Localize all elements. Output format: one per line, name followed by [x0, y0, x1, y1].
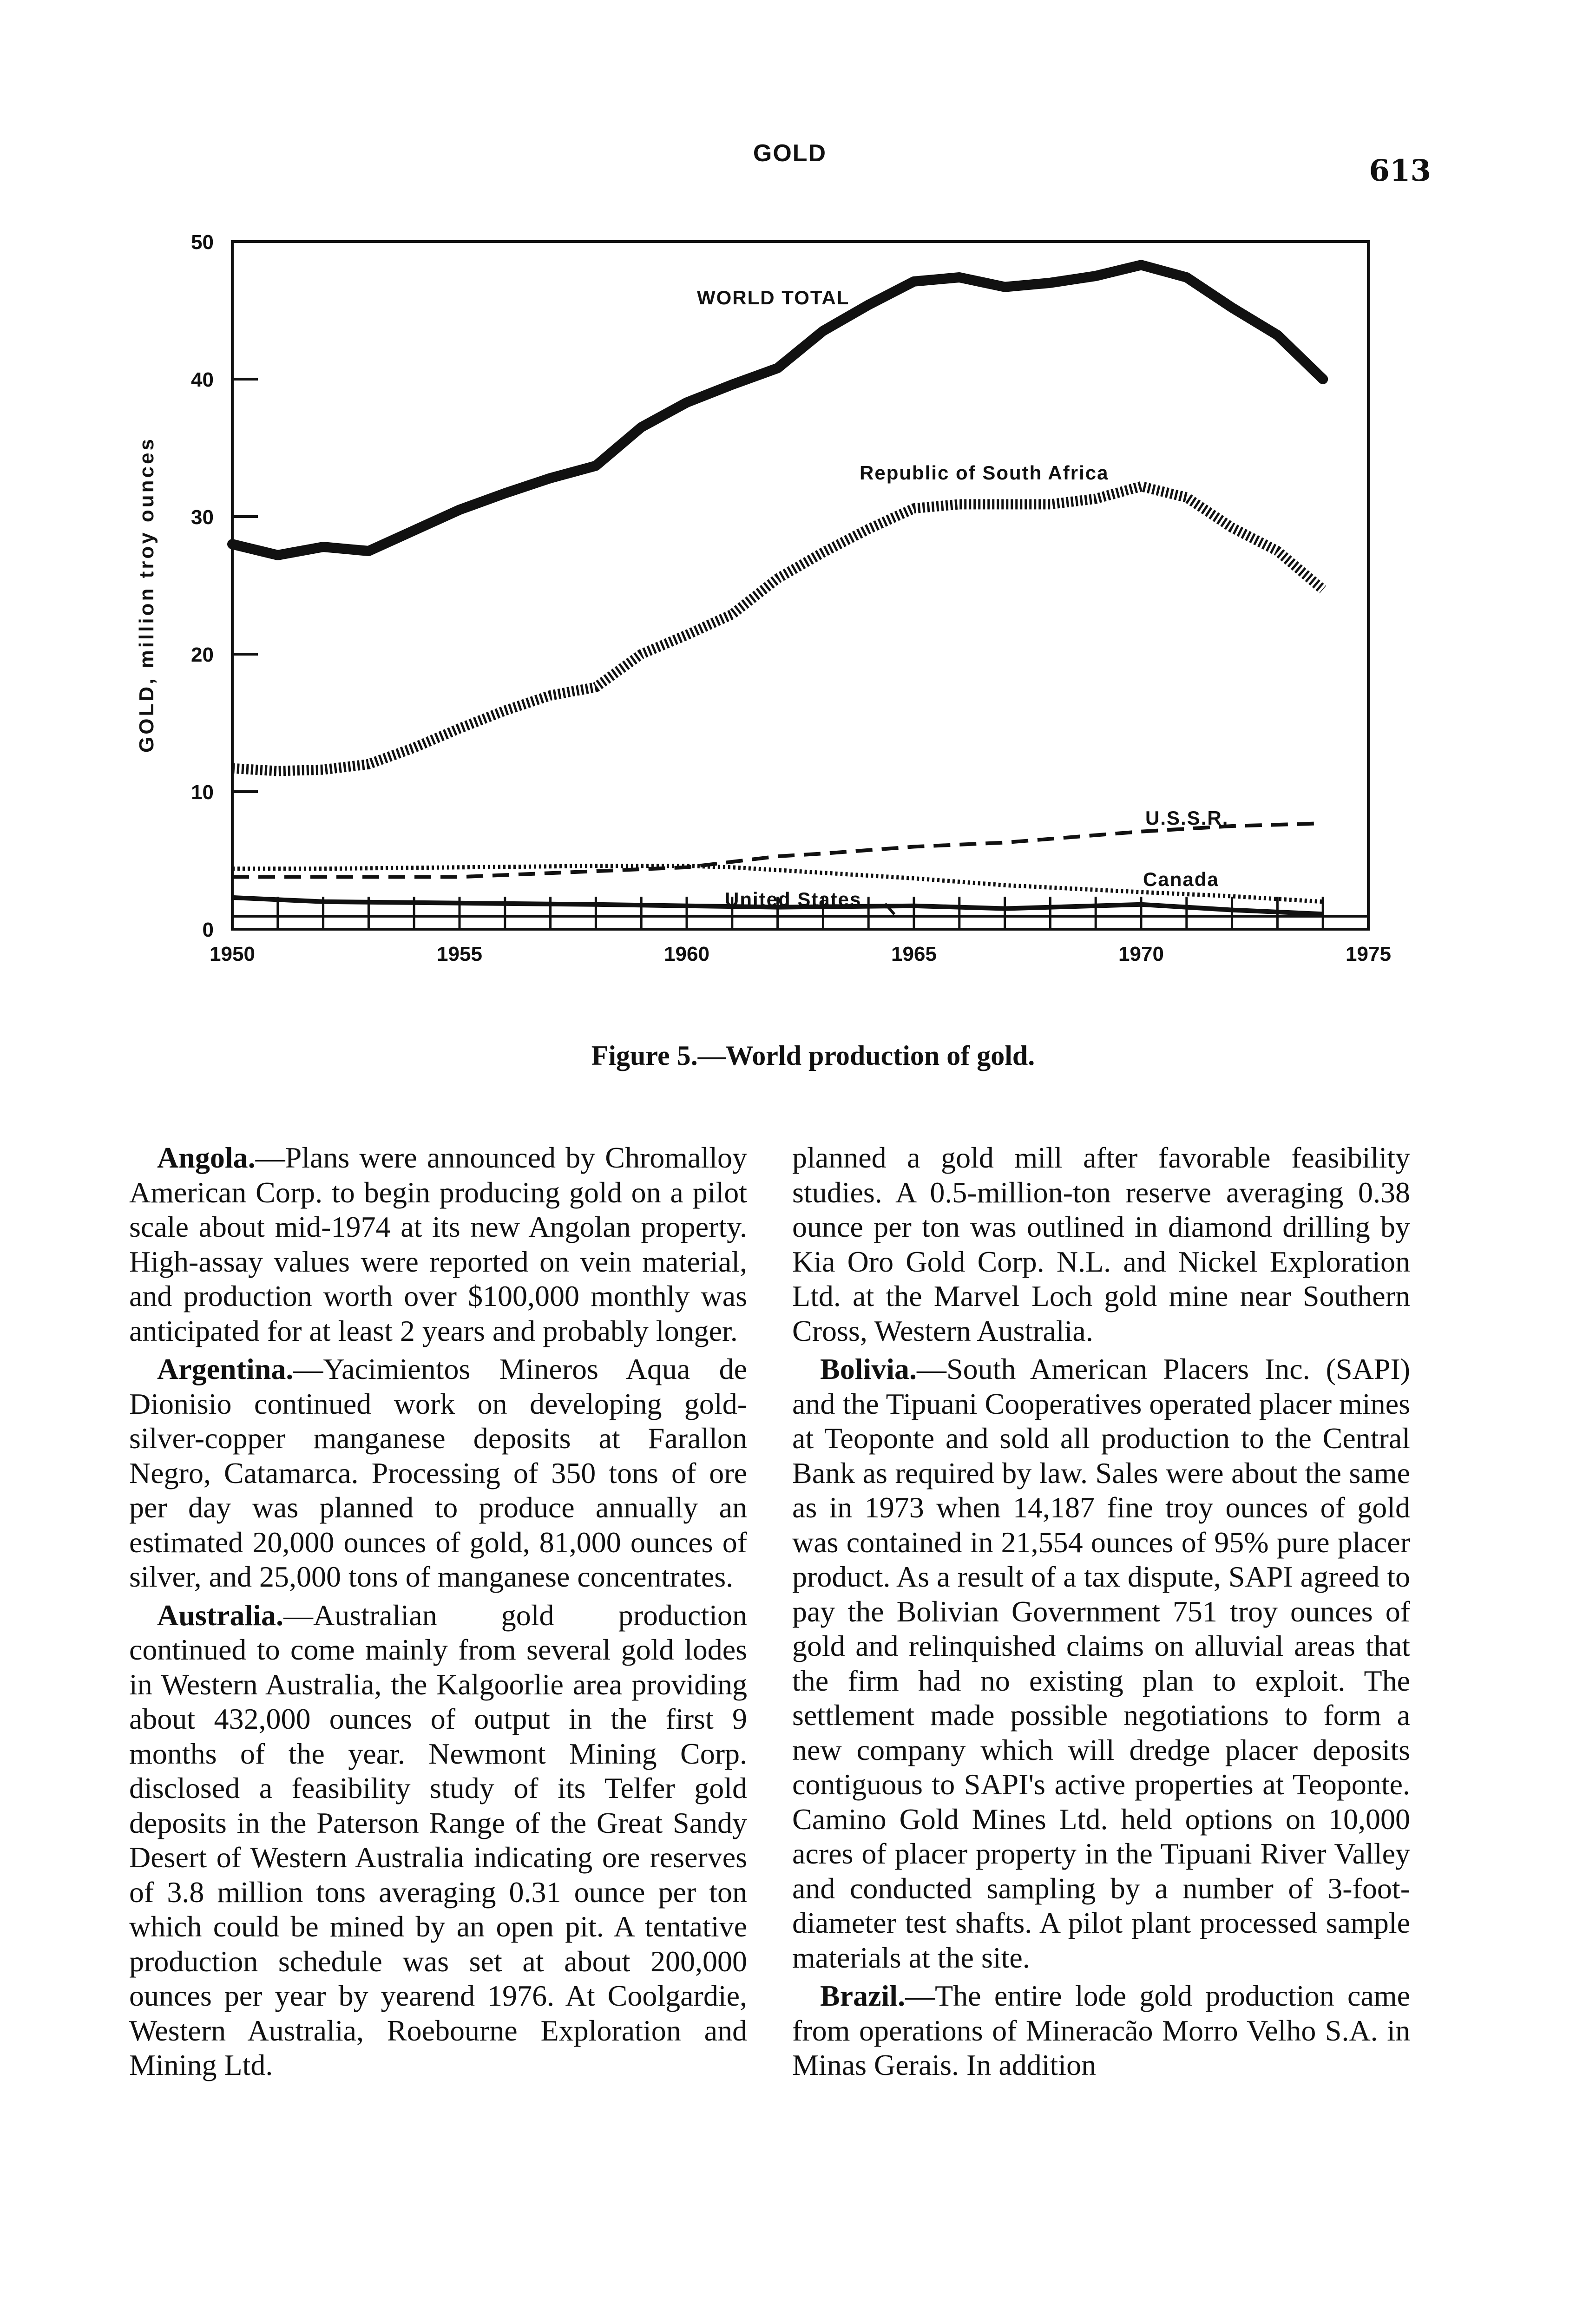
x-tick-label: 1950	[210, 943, 255, 965]
paragraph-text: —Yacimientos Mineros Aqua de Dionisio continued work on developing gold-silver-copper manganese deposits at Farallon Negro, Catamarca. Processing of 350 tons of ore per day was planned to produce annually an estimated 20,000 ounces of gold, 81,000 ounces of silver, and 25,000 tons of manganese concentrates.	[129, 1352, 747, 1593]
paragraph-text: —Plans were announced by Chromalloy American Corp. to begin producing gold on a pilot scale about mid-1974 at its new Angolan property. High-assay values were reported on vein material, and production worth over $100,000 monthly was anticipated for at least 2 years and probably longer.	[129, 1141, 747, 1347]
right-text-column	[792, 1141, 1410, 2083]
paragraph-australia	[129, 1598, 747, 2083]
y-tick-label: 10	[191, 781, 214, 804]
x-tick-label: 1975	[1346, 943, 1391, 965]
series-label-united-states: United States	[725, 888, 862, 910]
running-header-title: GOLD	[753, 140, 827, 167]
y-tick-label: 0	[202, 919, 214, 941]
page-number: 613	[1369, 153, 1431, 188]
series-label-world-total: WORLD TOTAL	[697, 287, 850, 308]
x-tick-label: 1965	[891, 943, 937, 965]
run-in-heading: Angola.	[157, 1141, 256, 1174]
run-in-heading: Argentina.	[157, 1352, 294, 1385]
paragraph-text: —Australian gold production continued to come mainly from several gold lodes in Western Australia, the Kalgoorlie area providing about 432,000 ounces of output in the first 9 months of the year. Newmont Mining Corp. disclosed a feasibility study of its Telfer gold deposits in the Paterson Range of the Great Sandy Desert of Western Australia indicating ore reserves of 3.8 million tons averaging 0.31 ounce per ton which could be mined by an open pit. A tentative production schedule was set at about 200,000 ounces per year by yearend 1976. At Coolgardie, Western Australia, Roebourne Exploration and Mining Ltd.	[129, 1598, 747, 2081]
run-in-heading: Australia.	[157, 1598, 283, 1632]
y-axis-label: GOLD, million troy ounces	[135, 437, 158, 753]
figure-caption: Figure 5.—World production of gold.	[591, 1040, 1035, 1071]
left-text-column	[129, 1141, 747, 2083]
y-tick-label: 30	[191, 506, 214, 529]
x-tick-label: 1960	[664, 943, 709, 965]
chart-labels	[135, 231, 1391, 965]
series-label-canada: Canada	[1143, 868, 1219, 890]
y-tick-label: 40	[191, 368, 214, 391]
paragraph-argentina	[129, 1352, 747, 1595]
paragraph-angola	[129, 1141, 747, 1348]
paragraph-bolivia	[792, 1352, 1410, 1975]
series-label-republic-of-south-africa: Republic of South Africa	[860, 462, 1109, 484]
x-tick-label: 1970	[1118, 943, 1164, 965]
x-tick-label: 1955	[437, 943, 482, 965]
series-label-u-s-s-r: U.S.S.R.	[1145, 807, 1229, 829]
y-tick-label: 50	[191, 231, 214, 254]
x-axis-band	[232, 916, 1368, 929]
paragraph-text: planned a gold mill after favorable feasibility studies. A 0.5-million-ton reserve averaging 0.38 ounce per ton was outlined in diamond drilling by Kia Oro Gold Corp. N.L. and Nickel Exploration Ltd. at the Marvel Loch gold mine near Southern Cross, Western Australia.	[792, 1141, 1410, 1347]
paragraph-text: —The entire lode gold production came from operations of Mineracão Morro Velho S.A. in Minas Gerais. In addition	[792, 1979, 1410, 2081]
run-in-heading: Brazil.	[820, 1979, 906, 2012]
paragraph-australia-continued	[792, 1141, 1410, 1348]
paragraph-brazil	[792, 1979, 1410, 2083]
run-in-heading: Bolivia.	[820, 1352, 917, 1385]
y-tick-label: 20	[191, 643, 214, 666]
gold-production-chart	[0, 0, 1596, 1013]
paragraph-text: —South American Placers Inc. (SAPI) and the Tipuani Cooperatives operated placer mines at Teoponte and sold all production to the Central Bank as required by law. Sales were about the same as in 1973 when 14,187 fine troy ounces of gold was contained in 21,554 ounces of 95% pure placer product. As a result of a tax dispute, SAPI agreed to pay the Bolivian Government 751 troy ounces of gold and relinquished claims on alluvial areas that the firm had no existing plan to exploit. The settlement made possible negotiations to form a new company which will dredge placer deposits contiguous to SAPI's active properties at Teoponte. Camino Gold Mines Ltd. held options on 10,000 acres of placer property in the Tipuani River Valley and conducted sampling by a number of 3-foot-diameter test shafts. A pilot plant processed sample materials at the site.	[792, 1352, 1410, 1974]
series-line-republic-of-south-africa	[232, 486, 1323, 771]
